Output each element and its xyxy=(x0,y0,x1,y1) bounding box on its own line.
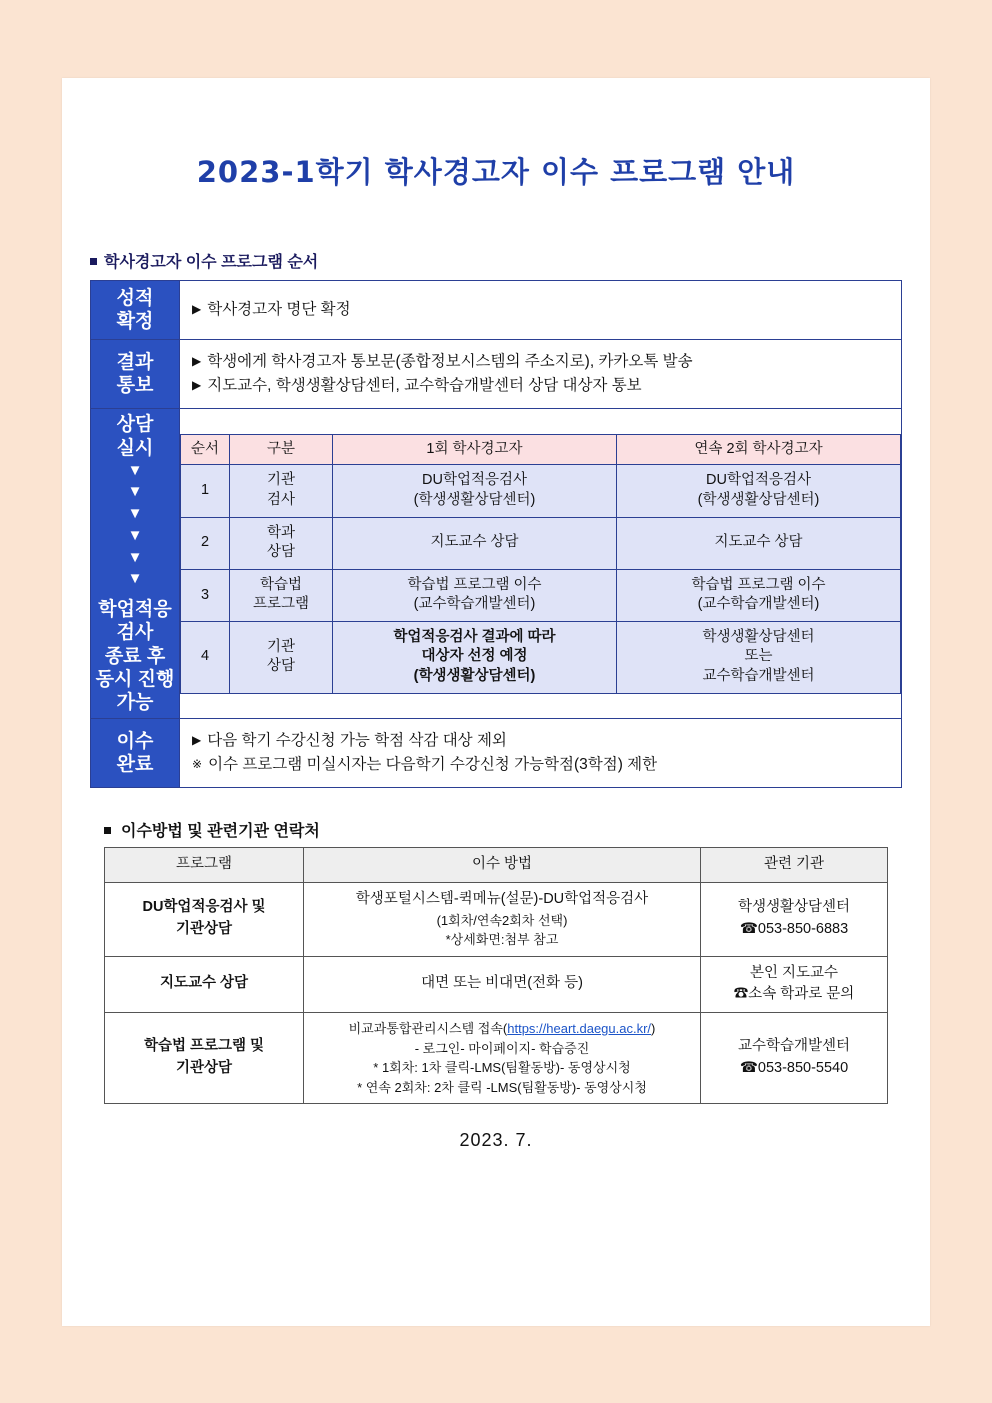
col-header-gubun: 구분 xyxy=(230,434,333,465)
col-header-first: 1회 학사경고자 xyxy=(333,434,617,465)
counsel-table-cell xyxy=(180,409,902,719)
table-row xyxy=(105,1013,888,1104)
cell-second: DU학업적응검사 (학생생활상담센터) xyxy=(617,465,901,517)
triangle-right-icon: ▶ xyxy=(192,302,202,317)
contact-col-org: 관련 기관 xyxy=(701,848,888,883)
table-row xyxy=(105,882,888,956)
cell-second: 지도교수 상담 xyxy=(617,517,901,569)
page-title: 2023-1학기 학사경고자 이수 프로그램 안내 xyxy=(196,155,796,189)
table-row xyxy=(181,465,901,517)
list-item xyxy=(192,374,889,398)
col-header-no: 순서 xyxy=(181,434,230,465)
flow-row-counsel xyxy=(91,409,902,719)
cell-gubun: 기관 상담 xyxy=(230,621,333,693)
cell-gubun: 기관 검사 xyxy=(230,465,333,517)
cell-program: DU학업적응검사 및 기관상담 xyxy=(105,882,304,956)
triangle-right-icon: ▶ xyxy=(192,733,202,748)
list-item xyxy=(192,350,889,374)
table-row xyxy=(105,956,888,1013)
table-row xyxy=(181,569,901,621)
cell-gubun: 학습법 프로그램 xyxy=(230,569,333,621)
flow-table xyxy=(90,280,902,788)
cell-first: DU학업적응검사 (학생생활상담센터) xyxy=(333,465,617,517)
section-heading-flow-label: 학사경고자 이수 프로그램 순서 xyxy=(104,254,319,271)
cell-no: 2 xyxy=(181,517,230,569)
contact-col-program: 프로그램 xyxy=(105,848,304,883)
table-row xyxy=(181,621,901,693)
list-item xyxy=(192,298,889,322)
bullet-square-icon xyxy=(104,827,111,834)
counsel-table-header-row xyxy=(181,434,901,465)
cell-method: 학생포털시스템-퀵메뉴(설문)-DU학업적응검사 (1회차/연속2회차 선택) *상세화면:첨부 참고 xyxy=(304,882,701,956)
complete-item-1: 이수 프로그램 미실시자는 다음학기 수강신청 가능학점(3학점) 제한 xyxy=(208,756,658,774)
triangle-right-icon: ▶ xyxy=(192,378,202,393)
cell-org: 교수학습개발센터 ☎053-850-5540 xyxy=(701,1013,888,1104)
cell-org: 학생생활상담센터 ☎053-850-6883 xyxy=(701,882,888,956)
cell-no: 3 xyxy=(181,569,230,621)
flow-row-notice xyxy=(91,340,902,409)
bullet-square-icon xyxy=(90,258,97,265)
section-heading-contact-label: 이수방법 및 관련기관 연락처 xyxy=(121,823,320,841)
contact-header-row xyxy=(105,848,888,883)
stage-label-notice: 결과 통보 xyxy=(91,340,180,409)
flow-row-complete xyxy=(91,719,902,788)
cell-second: 학습법 프로그램 이수 (교수학습개발센터) xyxy=(617,569,901,621)
counsel-table xyxy=(180,434,901,694)
cell-program: 학습법 프로그램 및 기관상담 xyxy=(105,1013,304,1104)
contact-table xyxy=(104,847,888,1104)
cell-program: 지도교수 상담 xyxy=(105,956,304,1013)
cell-first: 학습법 프로그램 이수 (교수학습개발센터) xyxy=(333,569,617,621)
stage-label-grade: 성적 확정 xyxy=(91,281,180,340)
complete-item-0: 다음 학기 수강신청 가능 학점 삭감 대상 제외 xyxy=(207,732,507,750)
triangle-right-icon: ▶ xyxy=(192,354,202,369)
stage-label-complete: 이수 완료 xyxy=(91,719,180,788)
document-page xyxy=(62,78,930,1326)
down-arrows-icon: ▼ ▼ ▼ ▼ ▼ ▼ xyxy=(127,461,143,588)
cell-second: 학생생활상담센터 또는 교수학습개발센터 xyxy=(617,621,901,693)
stage-label-counsel: 상담 실시 ▼ ▼ ▼ ▼ ▼ ▼ 학업적응검사 종료 후 동시 진행 가능 xyxy=(91,409,180,719)
cell-method: 비교과통합관리시스템 접속(https://heart.daegu.ac.kr/) - 로그인- 마이페이지- 학습증진 * 1회차: 1차 클릭-LMS(팀활동방)- 동영상시청 * 연속 2회차: 2차 클릭 -LMS(팀활동방)- 동영상시청 xyxy=(304,1013,701,1104)
table-row xyxy=(181,517,901,569)
complete-content xyxy=(180,719,902,788)
contact-col-method: 이수 방법 xyxy=(304,848,701,883)
cell-no: 1 xyxy=(181,465,230,517)
section-heading-flow xyxy=(90,249,930,272)
heart-system-link[interactable]: https://heart.daegu.ac.kr/ xyxy=(507,1021,652,1037)
cell-first: 지도교수 상담 xyxy=(333,517,617,569)
notice-item-0: 학생에게 학사경고자 통보문(종합정보시스템의 주소지로), 카카오톡 발송 xyxy=(207,353,693,371)
cell-org: 본인 지도교수 ☎소속 학과로 문의 xyxy=(701,956,888,1013)
document-date: 2023. 7. xyxy=(459,1130,533,1151)
cell-no: 4 xyxy=(181,621,230,693)
list-item xyxy=(192,729,889,753)
grade-item-0: 학사경고자 명단 확정 xyxy=(207,301,351,319)
flow-row-grade xyxy=(91,281,902,340)
notice-content xyxy=(180,340,902,409)
cell-method: 대면 또는 비대면(전화 등) xyxy=(304,956,701,1013)
list-item xyxy=(192,753,889,777)
asterisk-icon: ※ xyxy=(192,757,203,772)
cell-gubun: 학과 상담 xyxy=(230,517,333,569)
cell-first: 학업적응검사 결과에 따라 대상자 선정 예정 (학생생활상담센터) xyxy=(333,621,617,693)
section-heading-contact xyxy=(104,818,930,841)
notice-item-1: 지도교수, 학생생활상담센터, 교수학습개발센터 상담 대상자 통보 xyxy=(207,377,642,395)
grade-content xyxy=(180,281,902,340)
col-header-second: 연속 2회 학사경고자 xyxy=(617,434,901,465)
